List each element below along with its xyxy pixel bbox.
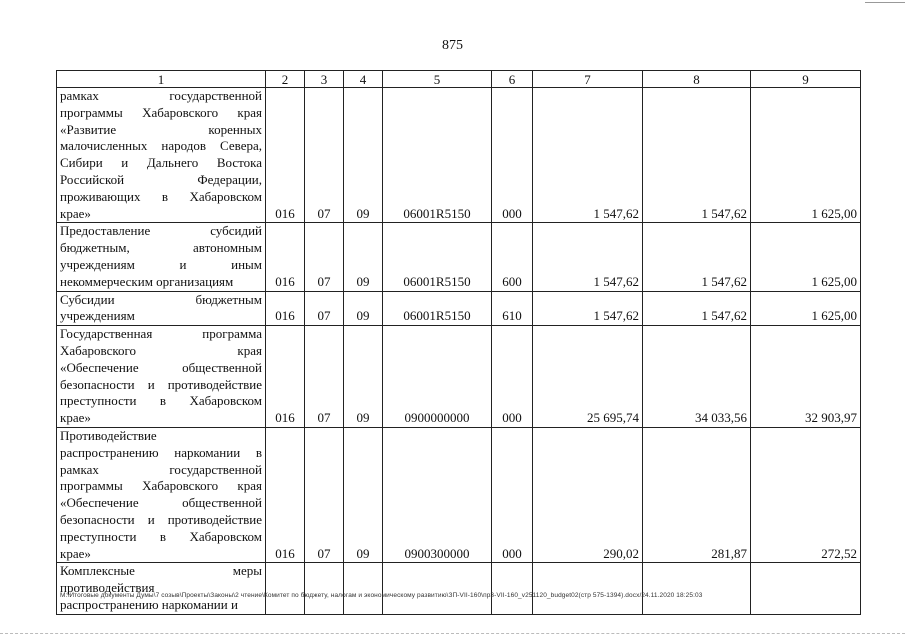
cell-col-8: 1 547,62: [643, 88, 751, 223]
description-line: безопасности и противодействие: [60, 511, 262, 527]
cell-col-4: 09: [344, 326, 383, 428]
description-line: некоммерческим организациям: [60, 273, 234, 289]
header-col-7: 7: [533, 71, 643, 88]
description-line: Предоставление субсидий: [60, 223, 262, 239]
description-line: Комплексные меры: [60, 563, 262, 579]
description-line: противодействия: [60, 580, 155, 596]
cell-col-8: 1 547,62: [643, 291, 751, 326]
description-line: Противодействие: [60, 427, 157, 443]
header-col-6: 6: [492, 71, 533, 88]
header-col-3: 3: [305, 71, 344, 88]
cell-col-4: 09: [344, 88, 383, 223]
description-line: «Обеспечение общественной: [60, 359, 262, 375]
description-line: «Развитие коренных: [60, 121, 262, 137]
cell-col-9: 1 625,00: [751, 88, 861, 223]
page-number: 875: [442, 38, 463, 53]
cell-col-3: 07: [305, 223, 344, 291]
cell-col-4: [344, 563, 383, 614]
cell-col-9: 272,52: [751, 427, 861, 562]
cell-col-7: 290,02: [533, 427, 643, 562]
cell-col-4: 09: [344, 223, 383, 291]
cell-col-7: 1 547,62: [533, 223, 643, 291]
description-line: проживающих в Хабаровском: [60, 188, 262, 204]
cell-col-8: 34 033,56: [643, 326, 751, 428]
cell-col-7: 25 695,74: [533, 326, 643, 428]
description-line: бюджетным, автономным: [60, 240, 262, 256]
cell-col-9: [751, 563, 861, 614]
cell-col-2: 016: [266, 427, 305, 562]
description-line: Сибири и Дальнего Востока: [60, 155, 262, 171]
description-line: Субсидии бюджетным: [60, 291, 262, 307]
table-row: [57, 88, 861, 223]
table-row: [57, 427, 861, 562]
row-description: [57, 88, 266, 223]
cell-col-9: 32 903,97: [751, 326, 861, 428]
scan-bottom-edge: [0, 633, 905, 634]
cell-col-5: 06001R5150: [383, 223, 492, 291]
description-line: распространению наркомании в: [60, 444, 262, 460]
cell-col-8: 1 547,62: [643, 223, 751, 291]
description-line: Государственная программа: [60, 326, 262, 342]
row-description: [57, 291, 266, 326]
cell-col-8: 281,87: [643, 427, 751, 562]
cell-col-6: 000: [492, 88, 533, 223]
header-col-5: 5: [383, 71, 492, 88]
cell-col-3: 07: [305, 427, 344, 562]
budget-table: [56, 70, 861, 615]
description-line: учреждениям и иным: [60, 256, 262, 272]
cell-col-7: 1 547,62: [533, 291, 643, 326]
cell-col-3: [305, 563, 344, 614]
cell-col-5: 0900000000: [383, 326, 492, 428]
table-row: [57, 223, 861, 291]
row-description: [57, 563, 266, 614]
cell-col-5: 0900300000: [383, 427, 492, 562]
description-line: Российской Федерации,: [60, 171, 262, 187]
description-line: крае»: [60, 545, 91, 561]
cell-col-6: 000: [492, 326, 533, 428]
cell-col-6: 000: [492, 427, 533, 562]
description-line: программы Хабаровского края: [60, 478, 262, 494]
row-description: [57, 427, 266, 562]
description-line: крае»: [60, 410, 91, 426]
description-line: преступности в Хабаровском: [60, 393, 262, 409]
cell-col-3: 07: [305, 326, 344, 428]
cell-col-2: 016: [266, 326, 305, 428]
cell-col-2: 016: [266, 88, 305, 223]
table-row: [57, 563, 861, 614]
cell-col-7: 1 547,62: [533, 88, 643, 223]
cell-col-2: 016: [266, 291, 305, 326]
cell-col-6: 600: [492, 223, 533, 291]
cell-col-9: 1 625,00: [751, 291, 861, 326]
cell-col-2: 016: [266, 223, 305, 291]
description-line: рамках государственной: [60, 461, 262, 477]
header-row: [57, 71, 861, 88]
table-row: [57, 326, 861, 428]
description-line: безопасности и противодействие: [60, 376, 262, 392]
scan-corner-mark: [865, 2, 905, 3]
cell-col-7: [533, 563, 643, 614]
cell-col-2: [266, 563, 305, 614]
cell-col-8: [643, 563, 751, 614]
row-description: [57, 326, 266, 428]
description-line: рамках государственной: [60, 88, 262, 103]
description-line: Хабаровского края: [60, 342, 262, 358]
header-col-4: 4: [344, 71, 383, 88]
cell-col-9: 1 625,00: [751, 223, 861, 291]
cell-col-3: 07: [305, 88, 344, 223]
cell-col-3: 07: [305, 291, 344, 326]
row-description: [57, 223, 266, 291]
cell-col-6: 610: [492, 291, 533, 326]
description-line: учреждениям: [60, 308, 135, 324]
table-row: [57, 291, 861, 326]
description-line: распространению наркомании и: [60, 596, 238, 612]
header-col-2: 2: [266, 71, 305, 88]
description-line: крае»: [60, 205, 91, 221]
cell-col-4: 09: [344, 291, 383, 326]
cell-col-6: [492, 563, 533, 614]
header-col-8: 8: [643, 71, 751, 88]
cell-col-5: [383, 563, 492, 614]
description-line: программы Хабаровского края: [60, 104, 262, 120]
footer-file-path: M:\Итоговые документы Думы\7 созыв\Проекты\Законы\2 чтение\Комитет по бюджету, налогам и экономическому развитию\ЗП-VII-160\пр3-VII-160_v251120_budget02(стр 575-1394).docx/24.11.2020 18:25:03: [60, 592, 703, 599]
description-line: преступности в Хабаровском: [60, 528, 262, 544]
header-col-1: 1: [57, 71, 266, 88]
header-col-9: 9: [751, 71, 861, 88]
description-line: «Обеспечение общественной: [60, 495, 262, 511]
cell-col-5: 06001R5150: [383, 291, 492, 326]
description-line: малочисленных народов Севера,: [60, 138, 262, 154]
cell-col-5: 06001R5150: [383, 88, 492, 223]
cell-col-4: 09: [344, 427, 383, 562]
